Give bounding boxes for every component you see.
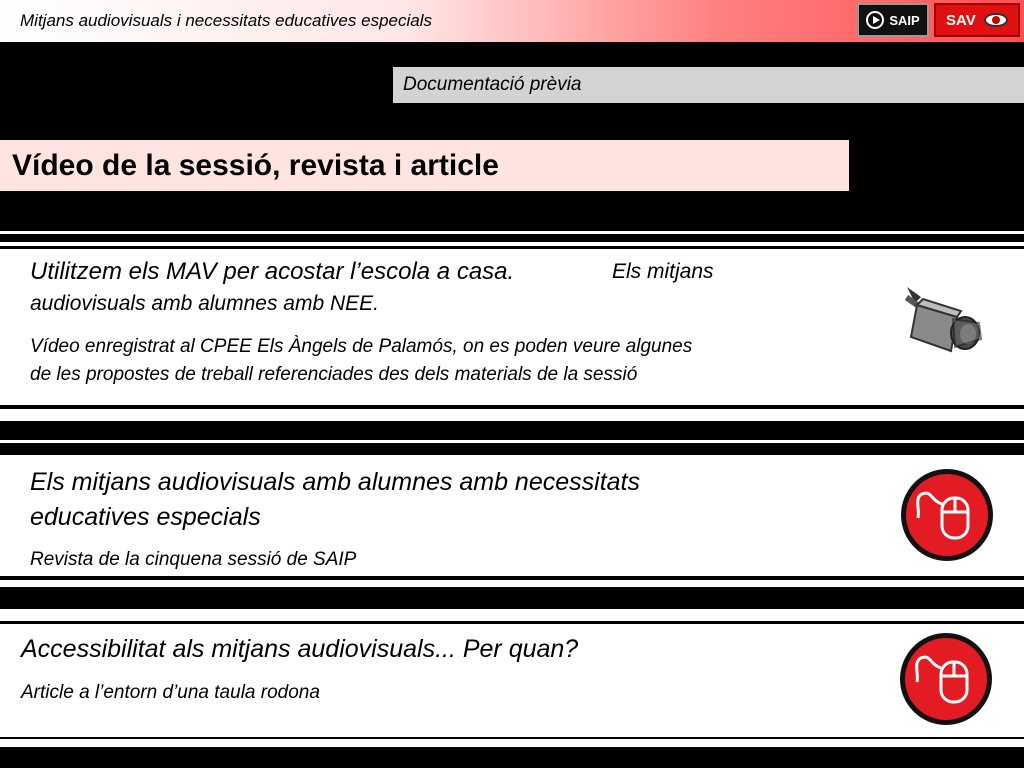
video-card-desc-line2: de les propostes de treball referenciades des dels materials de la sessió xyxy=(30,364,638,385)
revista-card-title-line1: Els mitjans audiovisuals amb alumnes amb necessitats xyxy=(30,468,640,496)
play-icon xyxy=(866,11,884,29)
divider xyxy=(0,409,1024,421)
sav-label: SAV xyxy=(946,11,976,29)
documentacio-previa-link[interactable]: Documentació prèvia xyxy=(393,67,1024,103)
divider xyxy=(0,609,1024,621)
eye-icon xyxy=(984,13,1008,27)
video-card-title-suffix: Els mitjans xyxy=(612,260,714,283)
app-title: Mitjans audiovisuals i necessitats educatives especials xyxy=(20,11,432,30)
divider xyxy=(0,231,1024,234)
saip-button[interactable] xyxy=(857,3,929,37)
revista-card-desc: Revista de la cinquena sessió de SAIP xyxy=(30,549,357,570)
divider xyxy=(0,580,1024,587)
video-camera-icon[interactable] xyxy=(895,279,987,361)
article-card-title: Accessibilitat als mitjans audiovisuals... Per quan? xyxy=(21,635,579,663)
sav-button[interactable] xyxy=(934,3,1020,37)
divider xyxy=(0,242,1024,246)
revista-card-title-line2: educatives especials xyxy=(30,503,261,531)
divider xyxy=(0,739,1024,747)
mouse-link-icon[interactable] xyxy=(898,466,996,564)
article-card-desc: Article a l’entorn d’una taula rodona xyxy=(21,682,320,703)
video-card-desc-line1: Vídeo enregistrat al CPEE Els Àngels de Palamós, on es poden veure algunes xyxy=(30,336,693,357)
top-bar xyxy=(0,0,1024,42)
mouse-link-icon[interactable] xyxy=(897,630,995,728)
video-card-title-main: Utilitzem els MAV per acostar l’escola a casa. xyxy=(30,258,515,285)
video-card-title-line2: audiovisuals amb alumnes amb NEE. xyxy=(30,292,380,315)
video-card-title xyxy=(30,256,514,288)
section-title: Vídeo de la sessió, revista i article xyxy=(0,140,849,191)
divider xyxy=(0,440,1024,443)
saip-label: SAIP xyxy=(889,12,920,28)
